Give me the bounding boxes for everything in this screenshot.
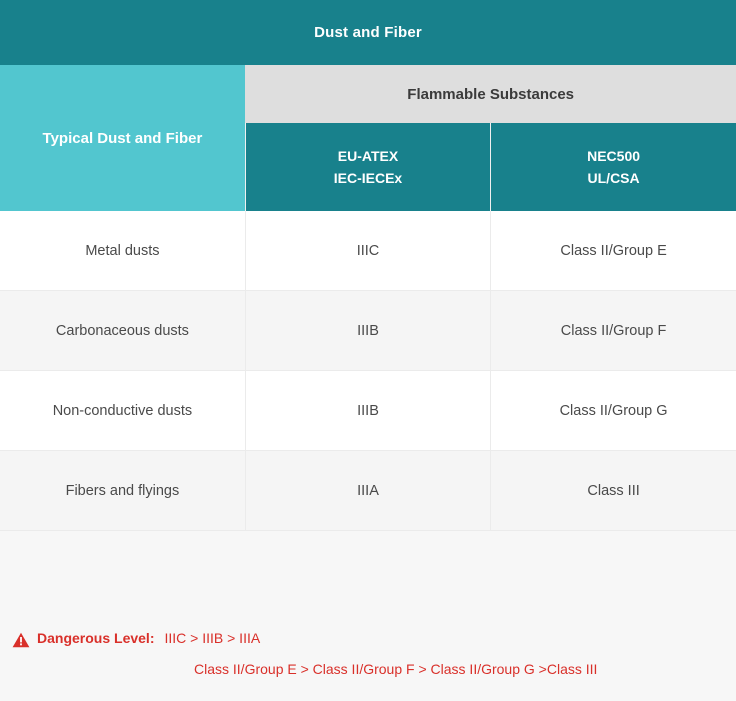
table-row [0,291,736,371]
table-row [0,451,736,531]
dangerous-level-note [0,630,736,677]
group-header-row [0,65,736,123]
column-header-eu-atex-line2: IEC-IECEx [333,170,403,186]
cell-atex: IIIA [245,451,490,531]
column-header-nec500 [491,123,736,211]
cell-substance: Carbonaceous dusts [0,291,245,371]
group-header-flammable-substances: Flammable Substances [245,65,736,123]
cell-atex: IIIC [245,211,490,291]
table-row [0,211,736,291]
column-header-nec500-line2: UL/CSA [587,170,640,186]
column-header-eu-atex-line1: EU-ATEX [337,148,399,164]
dangerous-level-nec-order: Class II/Group E > Class II/Group F > Class II/Group G >Class III [194,661,598,677]
cell-substance: Metal dusts [0,211,245,291]
cell-substance: Non-conductive dusts [0,371,245,451]
cell-atex: IIIB [245,371,490,451]
table-banner-title: Dust and Fiber [0,0,736,65]
cell-nec: Class II/Group F [491,291,736,371]
table-row [0,371,736,451]
cell-nec: Class II/Group E [491,211,736,291]
row-header-typical-dust-and-fiber: Typical Dust and Fiber [0,65,245,211]
cell-substance: Fibers and flyings [0,451,245,531]
cell-nec: Class II/Group G [491,371,736,451]
column-header-eu-atex [245,123,490,211]
dangerous-level-line1 [12,630,736,646]
cell-nec: Class III [491,451,736,531]
cell-atex: IIIB [245,291,490,371]
dangerous-level-label: Dangerous Level: [37,630,155,646]
dangerous-level-atex-order: IIIC > IIIB > IIIA [164,630,261,646]
warning-triangle-icon [12,632,30,648]
banner-row [0,0,736,65]
column-header-nec500-line1: NEC500 [587,148,641,164]
